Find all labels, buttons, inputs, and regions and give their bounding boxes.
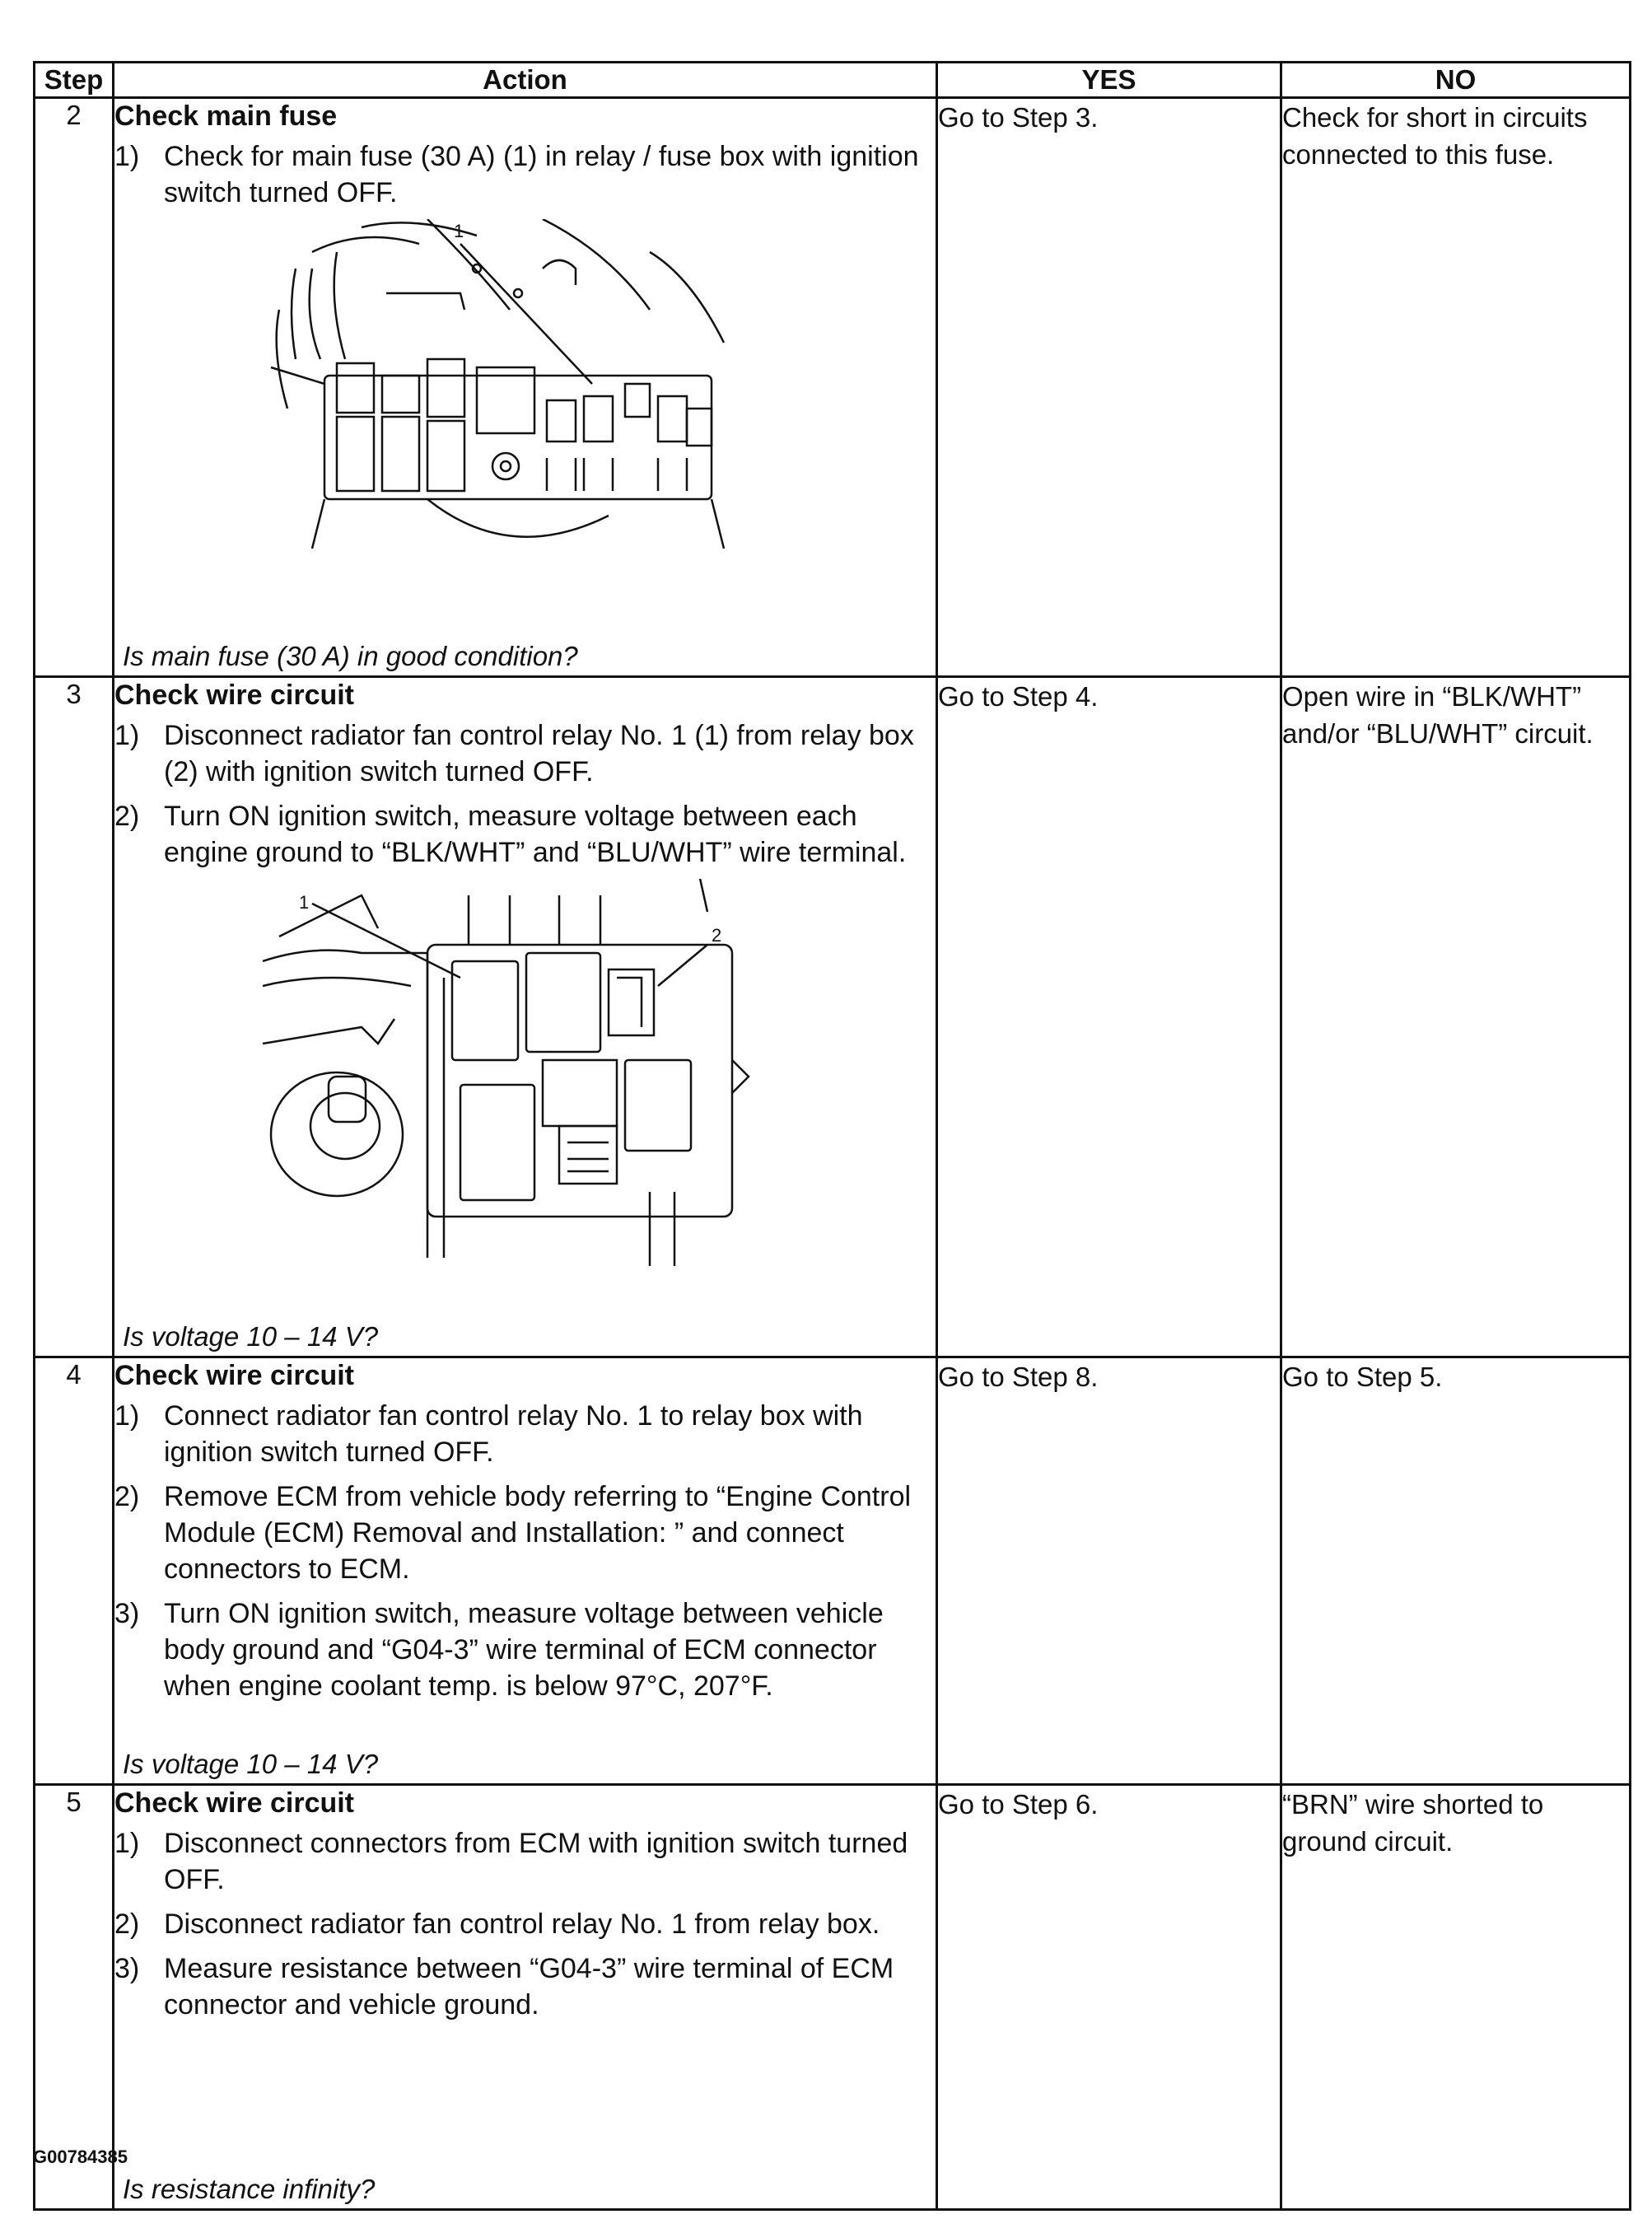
substep bbox=[114, 1906, 936, 1942]
table-row bbox=[35, 98, 1631, 677]
step-number: 4 bbox=[35, 1357, 114, 1785]
substep bbox=[114, 1479, 936, 1587]
action-title: Check wire circuit bbox=[114, 680, 355, 711]
table-header-row bbox=[35, 63, 1631, 98]
substep bbox=[114, 138, 936, 211]
substep-text: Turn ON ignition switch, measure voltage between each engine ground to “BLK/WHT” and “BLU/WHT” wire terminal. bbox=[164, 801, 907, 868]
column-header-yes: YES bbox=[937, 63, 1281, 98]
substep-text: Measure resistance between “G04-3” wire terminal of ECM connector and vehicle ground. bbox=[164, 1953, 894, 2020]
substep-list bbox=[114, 1825, 936, 2023]
relay-box-illustration bbox=[263, 879, 773, 1266]
action-cell bbox=[114, 1357, 937, 1785]
check-question: Is voltage 10 – 14 V? bbox=[123, 1321, 379, 1352]
substep-list bbox=[114, 138, 936, 211]
figure-callout: 1 bbox=[299, 892, 310, 913]
check-question: Is main fuse (30 A) in good condition? bbox=[123, 641, 578, 671]
substep-list bbox=[114, 1398, 936, 1704]
substep-text: Disconnect radiator fan control relay No. 1 from relay box. bbox=[164, 1908, 880, 1940]
substep bbox=[114, 798, 936, 871]
substep-number: 1) bbox=[114, 141, 140, 172]
substep-text: Connect radiator fan control relay No. 1 to relay box with ignition switch turned OFF. bbox=[164, 1400, 863, 1468]
check-question: Is resistance infinity? bbox=[123, 2174, 376, 2204]
substep bbox=[114, 1950, 936, 2023]
fuse-box-illustration bbox=[263, 219, 757, 573]
substep bbox=[114, 1398, 936, 1470]
figure-callout: 1 bbox=[454, 221, 464, 241]
substep-number: 2) bbox=[114, 1481, 140, 1512]
yes-result: Go to Step 6. bbox=[937, 1785, 1281, 2210]
column-header-action: Action bbox=[114, 63, 937, 98]
table-row bbox=[35, 1785, 1631, 2210]
substep-text: Disconnect connectors from ECM with ignition switch turned OFF. bbox=[164, 1828, 908, 1895]
figure-callout: 2 bbox=[712, 925, 722, 946]
substep-text: Check for main fuse (30 A) (1) in relay / fuse box with ignition switch turned OFF. bbox=[164, 141, 919, 208]
step-number: 3 bbox=[35, 677, 114, 1357]
table-row bbox=[35, 677, 1631, 1357]
substep-text: Turn ON ignition switch, measure voltage between vehicle body ground and “G04-3” wire terminal of ECM connector when engine coolant temp. is below 97°C, 207°F. bbox=[164, 1598, 884, 1702]
substep-number: 3) bbox=[114, 1598, 140, 1629]
check-question: Is voltage 10 – 14 V? bbox=[123, 1749, 379, 1779]
yes-result: Go to Step 3. bbox=[937, 98, 1281, 677]
action-title: Check wire circuit bbox=[114, 1787, 355, 1819]
action-title: Check wire circuit bbox=[114, 1360, 355, 1391]
figure-code: G00784385 bbox=[33, 2147, 128, 2167]
no-result: Open wire in “BLK/WHT” and/or “BLU/WHT” circuit. bbox=[1281, 677, 1631, 1357]
yes-result: Go to Step 4. bbox=[937, 677, 1281, 1357]
diagnostic-table bbox=[33, 61, 1631, 2211]
no-result: Go to Step 5. bbox=[1281, 1357, 1631, 1785]
substep-number: 1) bbox=[114, 720, 140, 751]
substep-number: 2) bbox=[114, 801, 140, 832]
substep-number: 3) bbox=[114, 1953, 140, 1984]
substep-text: Disconnect radiator fan control relay No. 1 (1) from relay box (2) with ignition switch turned OFF. bbox=[164, 720, 914, 787]
substep-number: 1) bbox=[114, 1828, 140, 1859]
substep bbox=[114, 1595, 936, 1704]
substep-text: Remove ECM from vehicle body referring to “Engine Control Module (ECM) Removal and Installation: ” and connect connectors to ECM. bbox=[164, 1481, 912, 1585]
action-cell bbox=[114, 98, 937, 677]
column-header-step: Step bbox=[35, 63, 114, 98]
no-result: Check for short in circuits connected to this fuse. bbox=[1281, 98, 1631, 677]
column-header-no: NO bbox=[1281, 63, 1631, 98]
action-cell bbox=[114, 1785, 937, 2210]
yes-result: Go to Step 8. bbox=[937, 1357, 1281, 1785]
action-cell bbox=[114, 677, 937, 1357]
substep-number: 2) bbox=[114, 1908, 140, 1940]
step-number: 5 bbox=[35, 1785, 114, 2210]
action-title: Check main fuse bbox=[114, 100, 338, 132]
substep-number: 1) bbox=[114, 1400, 140, 1432]
step-number: 2 bbox=[35, 98, 114, 677]
no-result: “BRN” wire shorted to ground circuit. bbox=[1281, 1785, 1631, 2210]
substep-list bbox=[114, 717, 936, 871]
substep bbox=[114, 717, 936, 790]
table-row bbox=[35, 1357, 1631, 1785]
substep bbox=[114, 1825, 936, 1898]
